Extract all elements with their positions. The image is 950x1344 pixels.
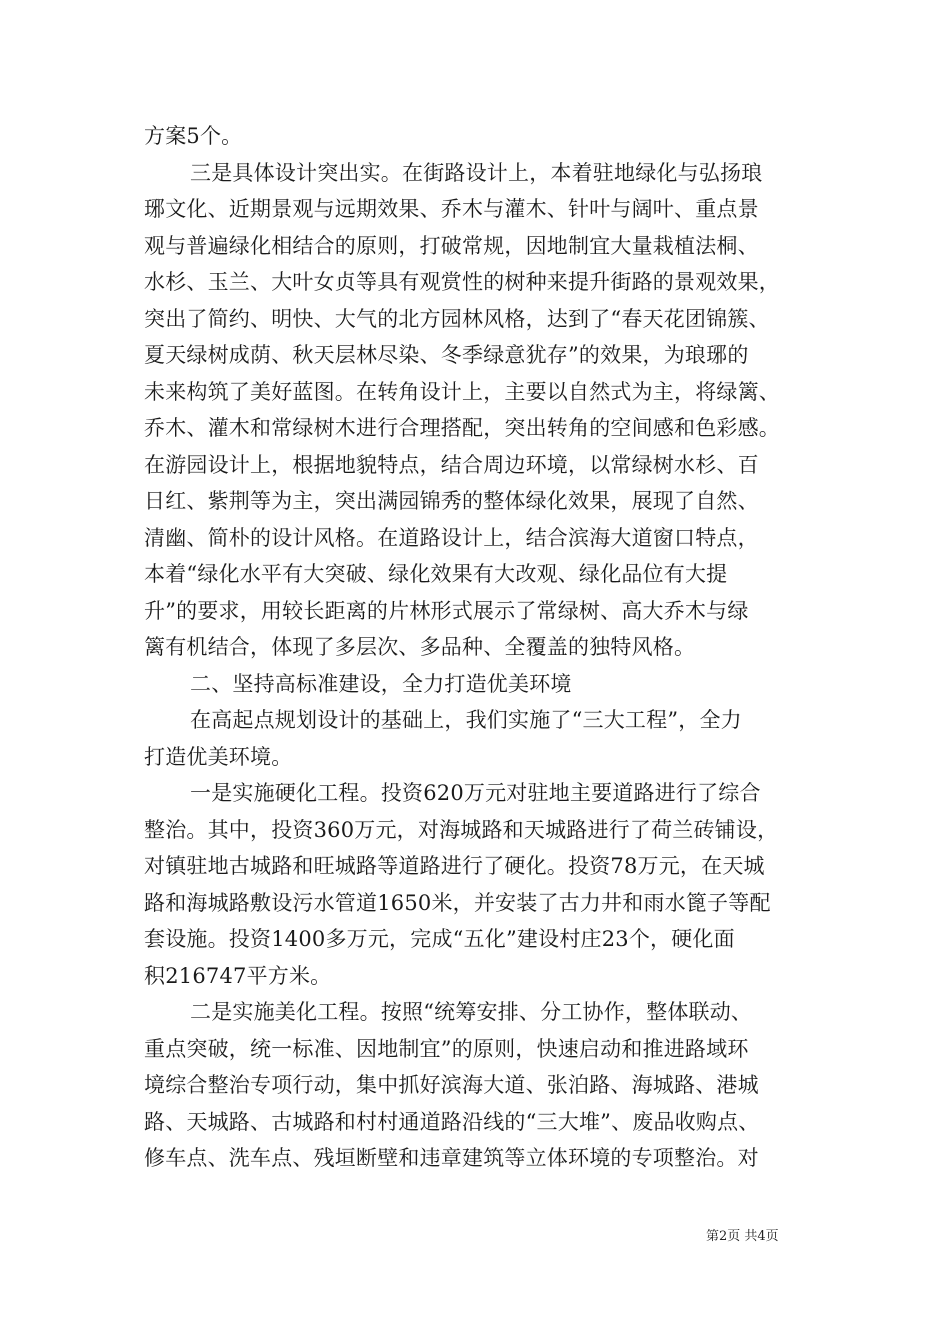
text-line: 升”的要求，用较长距离的片林形式展示了常绿树、高大乔木与绿 — [144, 598, 749, 623]
text-line: 二是实施美化工程。按照“统筹安排、分工协作，整体联动、 — [190, 1000, 753, 1024]
text-line: 套设施。投资1400多万元，完成“五化”建设村庄23个，硬化面 — [144, 927, 735, 951]
text-line: 路、天城路、古城路和村村通道路沿线的“三大堆”、废品收购点、 — [144, 1109, 760, 1134]
text-line: 日红、紫荆等为主，突出满园锦秀的整体绿化效果，展现了自然、 — [144, 489, 759, 513]
text-line: 一是实施硬化工程。投资620万元对驻地主要道路进行了综合 — [190, 781, 761, 805]
text-line: 方案5个。 — [144, 124, 243, 148]
text-line: 路和海城路敷设污水管道1650米，并安装了古力井和雨水篦子等配 — [144, 890, 771, 915]
document-body — [144, 118, 812, 1177]
text-line: 修车点、洗车点、残垣断壁和违章建筑等立体环境的专项整治。对 — [144, 1146, 759, 1170]
text-line: 三是具体设计突出实。在街路设计上，本着驻地绿化与弘扬琅 — [190, 160, 763, 185]
text-line: 乔木、灌木和常绿树木进行合理搭配，突出转角的空间感和色彩感。 — [144, 416, 780, 440]
text-line: 突出了简约、明快、大气的北方园林风格，达到了“春天花团锦簇、 — [144, 306, 770, 331]
text-line: 整治。其中，投资360万元，对海城路和天城路进行了荷兰砖铺设， — [144, 817, 779, 842]
text-line: 观与普遍绿化相结合的原则，打破常规，因地制宜大量栽植法桐、 — [144, 233, 759, 258]
text-line: 境综合整治专项行动，集中抓好滨海大道、张泊路、海城路、港城 — [144, 1073, 759, 1097]
text-line: 在高起点规划设计的基础上，我们实施了“三大工程”，全力 — [190, 708, 742, 732]
text-line: 未来构筑了美好蓝图。在转角设计上，主要以自然式为主，将绿篱、 — [144, 379, 780, 404]
text-line: 篱有机结合，体现了多层次、多品种、全覆盖的独特风格。 — [144, 635, 696, 659]
page-number-footer: 第2页 共4页 — [706, 1229, 779, 1244]
text-line: 重点突破，统一标准、因地制宜”的原则，快速启动和推进路域环 — [144, 1036, 749, 1061]
text-line: 琊文化、近期景观与远期效果、乔木与灌木、针叶与阔叶、重点景 — [144, 197, 759, 221]
text-line: 本着“绿化水平有大突破、绿化效果有大改观、绿化品位有大提 — [144, 562, 728, 586]
text-line: 清幽、简朴的设计风格。在道路设计上，结合滨海大道窗口特点， — [144, 525, 759, 550]
text-line: 积216747平方米。 — [144, 963, 332, 988]
text-line: 在游园设计上，根据地貌特点，结合周边环境，以常绿树水杉、百 — [144, 452, 759, 477]
text-line: 对镇驻地古城路和旺城路等道路进行了硬化。投资78万元，在天城 — [144, 854, 765, 878]
text-line: 夏天绿树成荫、秋天层林尽染、冬季绿意犹存”的效果，为琅琊的 — [144, 343, 749, 367]
text-line: 打造优美环境。 — [144, 744, 293, 769]
text-line: 水杉、玉兰、大叶女贞等具有观赏性的树种来提升街路的景观效果， — [144, 270, 780, 294]
text-line: 二、坚持高标准建设，全力打造优美环境 — [190, 671, 572, 696]
